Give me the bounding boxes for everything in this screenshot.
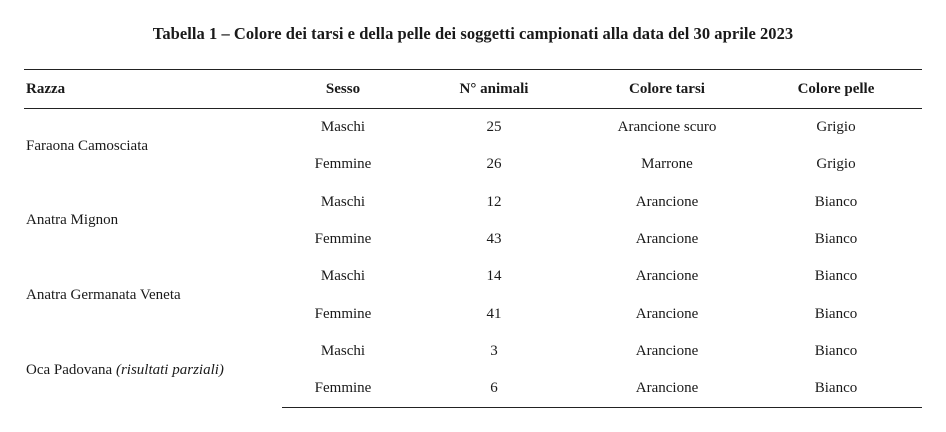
tarsi-cell: Arancione (635, 268, 699, 285)
sesso-cell: Femmine (314, 156, 372, 173)
sesso-cell: Femmine (282, 370, 404, 408)
header-tarsi: Colore tarsi (584, 70, 750, 109)
animali-cell: 43 (486, 231, 502, 248)
tarsi-cell: Arancione (635, 193, 699, 210)
tarsi-cell: Arancione (584, 370, 750, 408)
pelle-cell: Bianco (750, 370, 922, 408)
header-sesso: Sesso (282, 70, 404, 109)
sesso-cell: Femmine (314, 231, 372, 248)
pelle-cell: Grigio (816, 119, 856, 136)
header-pelle: Colore pelle (750, 70, 922, 109)
table-row (24, 333, 922, 370)
animali-cell: 6 (404, 370, 584, 408)
pelle-cell: Bianco (814, 193, 858, 210)
razza-name: Anatra Mignon (26, 212, 119, 229)
table-row (24, 109, 922, 147)
table-row (24, 184, 922, 221)
razza-cell (24, 258, 282, 333)
pelle-cell: Bianco (814, 268, 858, 285)
tarsi-cell: Arancione (635, 342, 699, 359)
sesso-cell: Maschi (320, 193, 366, 210)
table-body (24, 109, 922, 408)
table-caption: Tabella 1 – Colore dei tarsi e della pelle dei soggetti campionati alla data del 30 aprile 2023 (152, 24, 794, 43)
animali-cell: 26 (486, 156, 502, 173)
pelle-cell: Bianco (814, 305, 858, 322)
sesso-cell: Femmine (314, 305, 372, 322)
animali-cell: 3 (490, 342, 498, 359)
pelle-cell: Bianco (814, 231, 858, 248)
sesso-cell: Maschi (320, 342, 366, 359)
tarsi-cell: Arancione scuro (617, 119, 717, 136)
tarsi-cell: Marrone (641, 156, 693, 173)
tarsi-cell: Arancione (635, 231, 699, 248)
header-animali: N° animali (404, 70, 584, 109)
animali-cell: 14 (486, 268, 502, 285)
tarsi-cell: Arancione (635, 305, 699, 322)
razza-name: Anatra Germanata Veneta (26, 286, 181, 303)
animali-cell: 25 (486, 119, 502, 136)
razza-name: Faraona Camosciata (26, 137, 149, 154)
sesso-cell: Maschi (320, 268, 366, 285)
pelle-cell: Grigio (816, 156, 856, 173)
table-row (24, 258, 922, 295)
sesso-cell: Maschi (320, 119, 366, 136)
pelle-cell: Bianco (814, 342, 858, 359)
razza-cell (24, 333, 282, 408)
razza-cell (24, 184, 282, 259)
razza-note: (risultati parziali) (115, 361, 224, 378)
data-table (24, 69, 922, 408)
animali-cell: 12 (486, 193, 502, 210)
header-row (24, 70, 922, 109)
razza-cell (24, 109, 282, 184)
animali-cell: 41 (486, 305, 502, 322)
razza-name: Oca Padovana (26, 361, 113, 378)
table-header (24, 70, 922, 109)
header-razza: Razza (24, 70, 282, 109)
